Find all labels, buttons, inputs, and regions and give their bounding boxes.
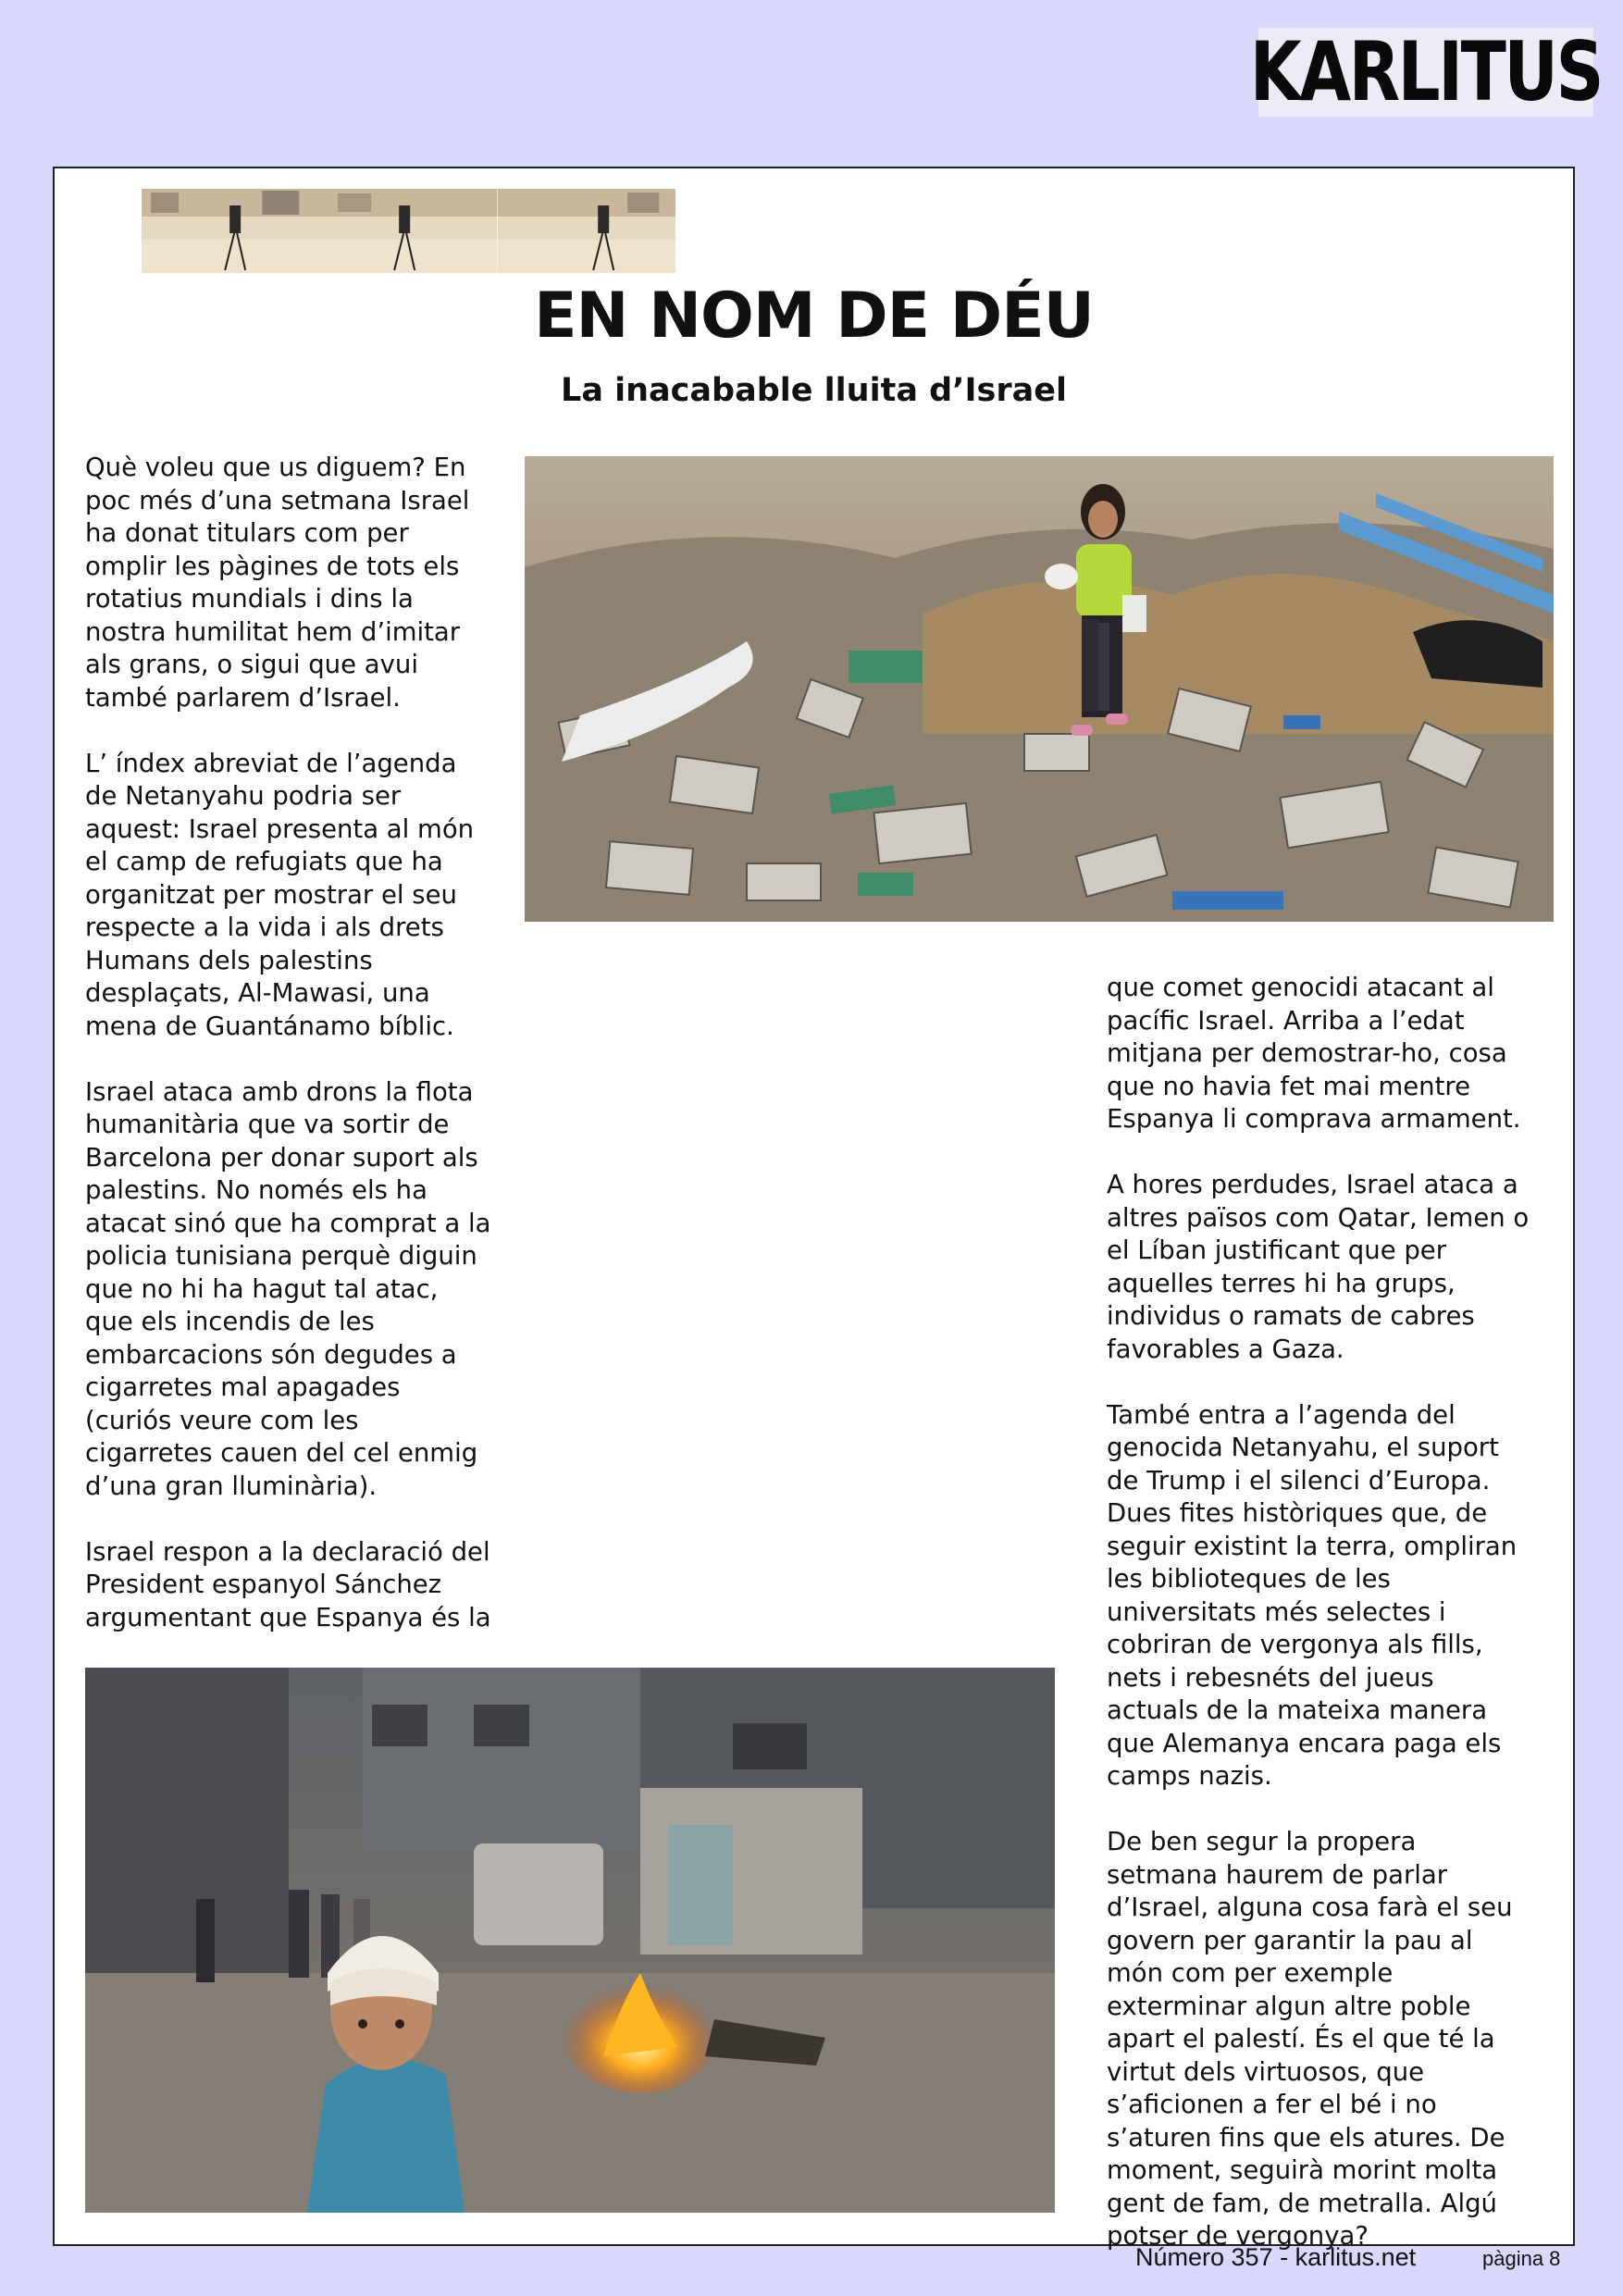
footer-issue: Número 357 - karlitus.net bbox=[1135, 2243, 1417, 2271]
paragraph: A hores perdudes, Israel ataca a altres països com Qatar, Iemen o el Líban justificant que per aquelles terres hi ha grups, individus o ramats de cabres favorables a Gaza. bbox=[1107, 1170, 1530, 1364]
paragraph: Israel respon a la declaració del President espanyol Sánchez argumentant que Espanya és la bbox=[85, 1536, 491, 1632]
photo-strip bbox=[142, 189, 675, 273]
strip-photo bbox=[142, 189, 319, 273]
footer-page-number: pàgina 8 bbox=[1482, 2247, 1561, 2270]
strip-photo bbox=[319, 189, 497, 273]
text-column-left bbox=[85, 452, 492, 1634]
paragraph: També entra a l’agenda del genocida Netanyahu, el suport de Trump i el silenci d’Europa. Dues fites històriques que, de seguir existint la terra, ompliran les biblioteques de les universitats més selectes i cobriran de vergonya als fills, nets i rebesnéts del jueus actuals de la mateixa manera que Alemanya encara paga els camps nazis. bbox=[1107, 1399, 1518, 1791]
article-title: EN NOM DE DÉU bbox=[534, 279, 1094, 353]
paragraph: Israel ataca amb drons la flota humanitària que va sortir de Barcelona per donar suport als palestins. No només els ha atacat sinó que ha comprat a la policia tunisiana perquè diguin que no hi ha hagut tal atac, que els incendis de les embarcacions són degudes a cigarretes mal apagades (curiós veure com les cigarretes cauen del cel enmig d’una gran lluminària). bbox=[85, 1076, 491, 1501]
paragraph: L’ índex abreviat de l’agenda de Netanyahu podria ser aquest: Israel presenta al món el camp de refugiats que ha organitzat per mostrar el seu respecte a la vida i als drets Humans dels palestins desplaçats, Al-Mawasi, una mena de Guantánamo bíblic. bbox=[85, 748, 475, 1041]
paragraph: Què voleu que us diguem? En poc més d’una setmana Israel ha donat titulars com per omplir les pàgines de tots els rotatius mundials i dins la nostra humilitat hem d’imitar als grans, o sigui que avui també parlarem d’Israel. bbox=[85, 453, 470, 713]
photo-girl-rubble bbox=[525, 456, 1554, 922]
photo-boy-bandaged bbox=[85, 1668, 1055, 2213]
strip-photo bbox=[498, 189, 675, 273]
paragraph: De ben segur la propera setmana haurem de parlar d’Israel, alguna cosa farà el seu govern per garantir la pau al món com per exemple exterminar algun altre poble apart el palestí. És el que té la virtut dels virtuosos, que s’aficionen a fer el bé i no s’aturen fins que els atures. De moment, seguirà morint molta gent de fam, de metralla. Algú potser de vergonya? bbox=[1107, 1827, 1513, 2251]
masthead-logo bbox=[1249, 24, 1603, 119]
article-page bbox=[53, 167, 1575, 2251]
paragraph: que comet genocidi atacant al pacífic Israel. Arriba a l’edat mitjana per demostrar-ho, cosa que no havia fet mai mentre Espanya li comprava armament. bbox=[1107, 973, 1521, 1134]
text-column-right bbox=[1107, 972, 1532, 2253]
logo-text: KARLITUS bbox=[1249, 24, 1603, 119]
article-subtitle: La inacabable lluita d’Israel bbox=[561, 372, 1067, 409]
